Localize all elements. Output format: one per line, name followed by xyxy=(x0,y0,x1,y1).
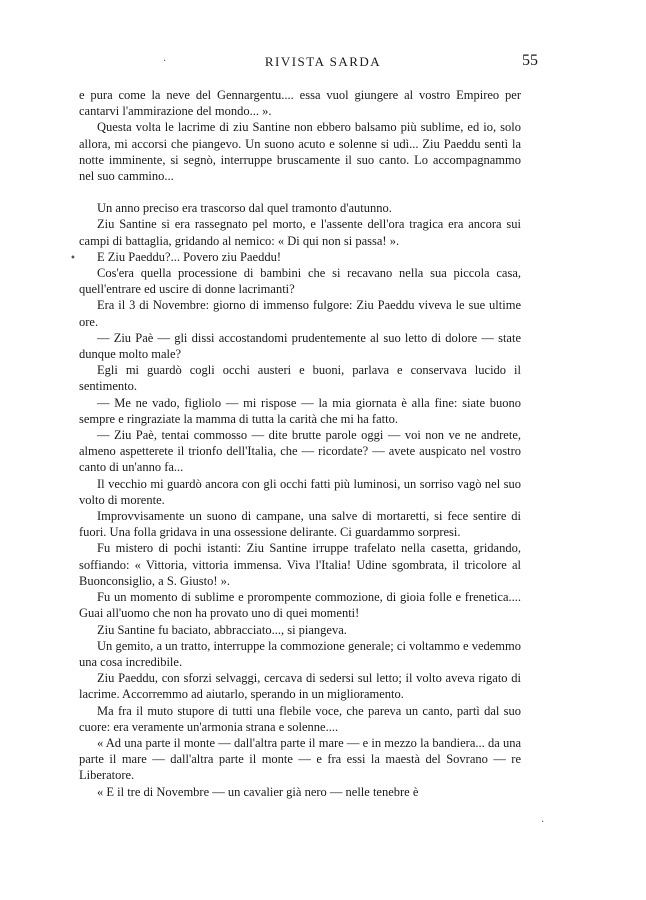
paragraph: — Ziu Paè — gli dissi accostandomi prudentemente al suo letto di dolore — state dunque molto male? xyxy=(79,330,521,362)
scan-speck: · xyxy=(163,56,167,67)
paragraph: Il vecchio mi guardò ancora con gli occhi fatti più luminosi, un sorriso vagò nel suo volto di morente. xyxy=(79,476,521,507)
paragraph: « E il tre di Novembre — un cavalier già nero — nelle tenebre è xyxy=(97,784,419,799)
scan-speck: · xyxy=(541,817,545,828)
paragraph: Un anno preciso era trascorso dal quel tramonto d'autunno. xyxy=(97,201,392,216)
paragraph: — Ziu Paè, tentai commosso — dite brutte parole oggi — voi non ve ne andrete, almeno aspetterete il trionfo dell'Italia, che — ricordate? — avete auspicato nel vostro canto di un'anno fa... xyxy=(79,428,521,475)
running-title: RIVISTA SARDA xyxy=(264,54,382,69)
paragraph: Un gemito, a un tratto, interruppe la commozione generale; ci voltammo e vedemmo una cosa incredibile. xyxy=(79,638,521,669)
paragraph: Ziu Santine fu baciato, abbracciato..., si piangeva. xyxy=(97,622,347,637)
paragraph: Fu un momento di sublime e prorompente commozione, di gioia folle e frenetica.... Guai all'uomo che non ha provato uno di quei momenti! xyxy=(79,590,521,621)
paragraph: Ma fra il muto stupore di tutti una flebile voce, che pareva un canto, partì dal suo cuore: era veramente un'armonia strana e solenne.... xyxy=(79,703,521,734)
paragraph: — Me ne vado, figliolo — mi rispose — la mia giornata è alla fine: siate buono sempre e ringraziate la mamma di tutta la carità che mi ha fatto. xyxy=(79,395,521,426)
body-text xyxy=(79,87,521,800)
paragraph: Questa volta le lacrime di ziu Santine non ebbero balsamo più sublime, ed io, solo allora, mi accorsi che piangevo. Un suono acuto e solenne si udì... Ziu Paeddu sentì la notte imminente, si segnò, interruppe bruscamente il suo canto. Lo accompagnammo nel suo cammino... xyxy=(79,120,521,184)
paragraph: Cos'era quella processione di bambini che si recavano nella sua piccola casa, quell'entrare ed uscire di donne lacrimanti? xyxy=(79,266,521,297)
paragraph: Ziu Santine si era rassegnato pel morto, e l'assente dell'ora tragica era ancora sui campi di battaglia, gridando al nemico: « Di qui non si passa! ». xyxy=(79,217,521,248)
paragraph: Egli mi guardò cogli occhi austeri e buoni, parlava e conservava lucido il sentimento. xyxy=(79,363,521,394)
page-header xyxy=(0,54,646,74)
page-number: 55 xyxy=(522,52,538,69)
paragraph: Fu mistero di pochi istanti: Ziu Santine irruppe trafelato nella casetta, gridando, soffiando: « Vittoria, vittoria immensa. Viva l'Italia! Udine sgombrata, il tricolore al Buonconsiglio, a S. Giusto! ». xyxy=(79,541,521,588)
paragraph: e pura come la neve del Gennargentu.... essa vuol giungere al vostro Empireo per cantarvi l'ammirazione del mondo... ». xyxy=(79,88,521,119)
paragraph: Era il 3 di Novembre: giorno di immenso fulgore: Ziu Paeddu viveva le sue ultime ore. xyxy=(79,298,521,329)
paragraph: Improvvisamente un suono di campane, una salve di mortaretti, si fece sentire di fuori. Una folla gridava in una ossessione delirante. Ci guardammo sorpresi. xyxy=(79,509,521,540)
paragraph: E Ziu Paeddu?... Povero ziu Paeddu! xyxy=(97,249,281,264)
paragraph: Ziu Paeddu, con sforzi selvaggi, cercava di sedersi sul letto; il volto aveva rigato di lacrime. Accorremmo ad aiutarlo, sperando in un miglioramento. xyxy=(79,671,521,702)
paragraph: « Ad una parte il monte — dall'altra parte il mare — e in mezzo la bandiera... da una parte il mare — dall'altra parte il monte — e fra essi la maestà del Sovrano — re Liberatore. xyxy=(79,735,521,783)
scan-speck: • xyxy=(70,253,76,264)
